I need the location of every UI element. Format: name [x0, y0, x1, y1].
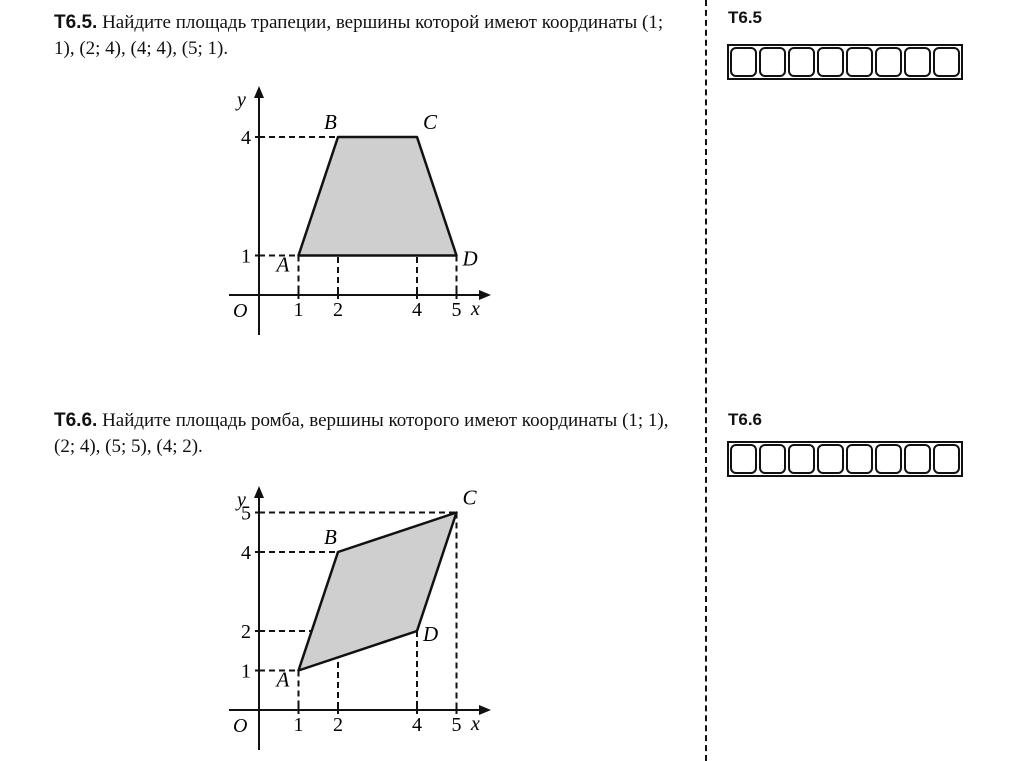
origin-label: O [233, 300, 248, 322]
answer-cell[interactable] [759, 47, 786, 77]
trapezoid-polygon [299, 137, 457, 256]
y-axis-arrow [254, 486, 264, 498]
problem-text: Найдите площадь ромба, вершины которого имеют координаты (1; 1), (2; 4), (5; 5), (4; 2). [54, 410, 669, 457]
y-axis-label: y [237, 89, 246, 111]
x-axis-arrow [479, 290, 491, 300]
vertex-label-b: B [324, 525, 337, 549]
origin-label: O [233, 715, 248, 737]
y-tick-label: 4 [241, 542, 251, 564]
problem-number: Т6.5. [54, 12, 98, 33]
x-axis-arrow [479, 705, 491, 715]
y-tick-label: 4 [241, 127, 251, 149]
answer-cell[interactable] [875, 444, 902, 474]
answer-cell[interactable] [730, 47, 757, 77]
vertex-label-c: C [462, 485, 477, 510]
answer-cell[interactable] [788, 444, 815, 474]
x-tick-label: 2 [333, 299, 343, 321]
answer-cell[interactable] [933, 444, 960, 474]
answer-cell[interactable] [904, 444, 931, 474]
vertex-label-b: B [324, 110, 337, 134]
x-tick-label: 4 [412, 299, 422, 321]
x-tick-label: 1 [293, 714, 304, 736]
answer-cell[interactable] [846, 47, 873, 77]
y-tick-label: 2 [241, 621, 251, 643]
x-tick-label: 1 [293, 299, 304, 321]
vertex-label-a: A [276, 667, 290, 692]
vertex-label-a: A [276, 252, 290, 277]
answer-cell[interactable] [933, 47, 960, 77]
rhombus-figure [220, 480, 500, 755]
trapezoid-figure [220, 82, 500, 342]
x-tick-label: 5 [451, 714, 462, 736]
vertex-label-c: C [423, 110, 438, 134]
problem-text: Найдите площадь трапеции, вершины которой имеют координаты (1; 1), (2; 4), (4; 4), (5; 1). [54, 12, 664, 59]
y-tick-label: 5 [241, 502, 251, 525]
answer-cell[interactable] [846, 444, 873, 474]
answer-box-t6-5[interactable] [727, 44, 963, 80]
problem-t6-6 [54, 408, 684, 460]
answer-label-t6-5: Т6.5 [728, 8, 763, 27]
answer-label-t6-6: Т6.6 [728, 410, 763, 429]
x-axis-label: x [471, 713, 480, 735]
x-tick-label: 2 [333, 714, 343, 736]
problem-number: Т6.6. [54, 410, 98, 431]
answer-cell[interactable] [875, 47, 902, 77]
y-tick-label: 1 [241, 660, 251, 683]
answer-cell[interactable] [788, 47, 815, 77]
answer-cell[interactable] [817, 47, 844, 77]
vertex-label-d: D [462, 246, 478, 271]
y-tick-label: 1 [241, 245, 251, 268]
cut-line-divider [705, 0, 707, 761]
answer-cell[interactable] [730, 444, 757, 474]
answer-cell[interactable] [759, 444, 786, 474]
vertex-label-d: D [423, 622, 439, 646]
answer-box-t6-6[interactable] [727, 441, 963, 477]
rhombus-polygon [299, 513, 457, 671]
answer-cell[interactable] [904, 47, 931, 77]
x-tick-label: 4 [412, 714, 422, 736]
problem-t6-5 [54, 10, 684, 62]
x-tick-label: 5 [451, 299, 462, 321]
y-axis-arrow [254, 86, 264, 98]
x-axis-label: x [471, 298, 480, 320]
y-axis-label: y [237, 489, 246, 511]
answer-cell[interactable] [817, 444, 844, 474]
